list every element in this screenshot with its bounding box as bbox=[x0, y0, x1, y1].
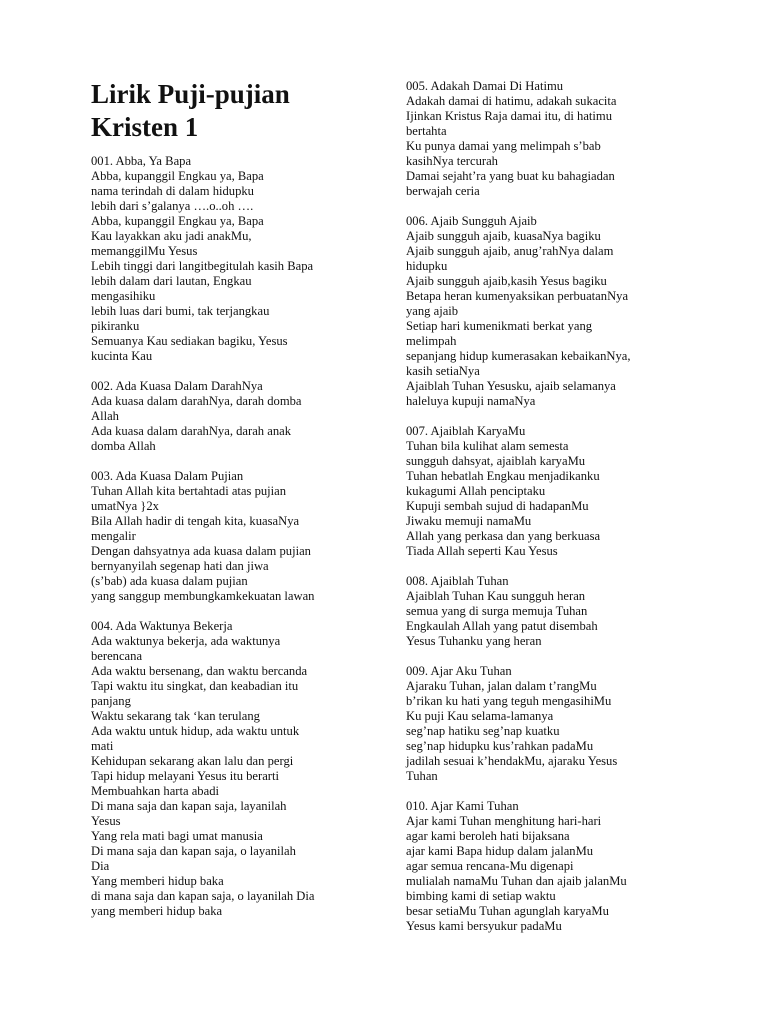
lyric-line: b’rikan ku hati yang teguh mengasihiMu bbox=[406, 694, 612, 708]
lyric-line: Ajar kami Tuhan menghitung hari-hari bbox=[406, 814, 602, 828]
document-title-line-2: Kristen 1 bbox=[91, 112, 199, 142]
lyric-line: Ku puji Kau selama-lamanya bbox=[406, 709, 554, 723]
lyric-line: Ada kuasa dalam darahNya, darah domba bbox=[91, 394, 302, 408]
lyric-line: Adakah damai di hatimu, adakah sukacita bbox=[406, 94, 617, 108]
song-heading: 003. Ada Kuasa Dalam Pujian bbox=[91, 469, 244, 483]
lyric-line: Allah yang perkasa dan yang berkuasa bbox=[406, 529, 601, 543]
lyric-line: yang memberi hidup baka bbox=[91, 904, 223, 918]
lyric-line: panjang bbox=[91, 694, 131, 708]
lyric-line: yang ajaib bbox=[406, 304, 459, 318]
lyric-line: besar setiaMu Tuhan agunglah karyaMu bbox=[406, 904, 609, 918]
song-heading: 006. Ajaib Sungguh Ajaib bbox=[406, 214, 537, 228]
lyric-line: agar semua rencana-Mu digenapi bbox=[406, 859, 574, 873]
lyric-line: bernyanyilah segenap hati dan jiwa bbox=[91, 559, 269, 573]
lyric-line: mati bbox=[91, 739, 114, 753]
lyric-line: seg’nap hatiku seg’nap kuatku bbox=[406, 724, 560, 738]
song-heading: 009. Ajar Aku Tuhan bbox=[406, 664, 512, 678]
lyric-line: Ajaiblah Tuhan Kau sungguh heran bbox=[406, 589, 586, 603]
lyric-line: bimbing kami di setiap waktu bbox=[406, 889, 556, 903]
lyric-line: Abba, kupanggil Engkau ya, Bapa bbox=[91, 169, 264, 183]
lyric-line: Yang rela mati bagi umat manusia bbox=[91, 829, 263, 843]
lyric-line: Ada waktu untuk hidup, ada waktu untuk bbox=[91, 724, 300, 738]
lyric-line: di mana saja dan kapan saja, o layanilah Dia bbox=[91, 889, 315, 903]
lyric-line: lebih dalam dari lautan, Engkau bbox=[91, 274, 252, 288]
lyric-line: Betapa heran kumenyaksikan perbuatanNya bbox=[406, 289, 629, 303]
song-heading: 002. Ada Kuasa Dalam DarahNya bbox=[91, 379, 263, 393]
lyric-line: Ada waktu bersenang, dan waktu bercanda bbox=[91, 664, 308, 678]
lyric-line: Ijinkan Kristus Raja damai itu, di hatimu bbox=[406, 109, 613, 123]
song-heading: 001. Abba, Ya Bapa bbox=[91, 154, 192, 168]
lyric-line: pikiranku bbox=[91, 319, 140, 333]
lyric-line: lebih luas dari bumi, tak terjangkau bbox=[91, 304, 270, 318]
lyric-line: Tuhan hebatlah Engkau menjadikanku bbox=[406, 469, 600, 483]
lyric-line: (s’bab) ada kuasa dalam pujian bbox=[91, 574, 248, 588]
lyric-line: Yesus Tuhanku yang heran bbox=[406, 634, 542, 648]
lyric-line: mengalir bbox=[91, 529, 136, 543]
lyric-line: kasihNya tercurah bbox=[406, 154, 498, 168]
lyric-line: Tuhan bbox=[406, 769, 438, 783]
lyric-line: Tiada Allah seperti Kau Yesus bbox=[406, 544, 558, 558]
lyric-line: Ada kuasa dalam darahNya, darah anak bbox=[91, 424, 292, 438]
song-heading: 005. Adakah Damai Di Hatimu bbox=[406, 79, 564, 93]
lyric-line: sungguh dahsyat, ajaiblah karyaMu bbox=[406, 454, 586, 468]
lyric-line: kucinta Kau bbox=[91, 349, 153, 363]
lyric-line: Dengan dahsyatnya ada kuasa dalam pujian bbox=[91, 544, 311, 558]
lyric-line: Dia bbox=[91, 859, 110, 873]
lyric-line: kasih setiaNya bbox=[406, 364, 480, 378]
lyric-line: melimpah bbox=[406, 334, 457, 348]
lyric-line: Ajaib sungguh ajaib, kuasaNya bagiku bbox=[406, 229, 601, 243]
lyric-line: berwajah ceria bbox=[406, 184, 480, 198]
lyric-line: bertahta bbox=[406, 124, 447, 138]
lyric-line: Yang memberi hidup baka bbox=[91, 874, 224, 888]
lyric-line: ajar kami Bapa hidup dalam jalanMu bbox=[406, 844, 594, 858]
lyric-line: Di mana saja dan kapan saja, layanilah bbox=[91, 799, 287, 813]
song-heading: 010. Ajar Kami Tuhan bbox=[406, 799, 519, 813]
lyric-line: Ajaib sungguh ajaib,kasih Yesus bagiku bbox=[406, 274, 607, 288]
lyric-line: agar kami beroleh hati bijaksana bbox=[406, 829, 570, 843]
lyric-line: semua yang di surga memuja Tuhan bbox=[406, 604, 588, 618]
lyric-line: Damai sejaht’ra yang buat ku bahagiadan bbox=[406, 169, 615, 183]
song-heading: 008. Ajaiblah Tuhan bbox=[406, 574, 509, 588]
song-heading: 007. Ajaiblah KaryaMu bbox=[406, 424, 526, 438]
lyric-line: Waktu sekarang tak ‘kan terulang bbox=[91, 709, 260, 723]
lyric-line: kukagumi Allah penciptaku bbox=[406, 484, 546, 498]
lyric-line: Kehidupan sekarang akan lalu dan pergi bbox=[91, 754, 294, 768]
document-title-line-1: Lirik Puji-pujian bbox=[91, 79, 290, 109]
lyric-line: Semuanya Kau sediakan bagiku, Yesus bbox=[91, 334, 288, 348]
lyric-line: yang sanggup membungkamkekuatan lawan bbox=[91, 589, 315, 603]
lyric-line: hidupku bbox=[406, 259, 448, 273]
lyric-line: Yesus bbox=[91, 814, 121, 828]
lyric-line: sepanjang hidup kumerasakan kebaikanNya, bbox=[406, 349, 631, 363]
lyric-line: Engkaulah Allah yang patut disembah bbox=[406, 619, 598, 633]
lyric-line: Ajaiblah Tuhan Yesusku, ajaib selamanya bbox=[406, 379, 616, 393]
lyric-line: Tuhan Allah kita bertahtadi atas pujian bbox=[91, 484, 287, 498]
lyric-line: Bila Allah hadir di tengah kita, kuasaNya bbox=[91, 514, 300, 528]
lyric-line: mengasihiku bbox=[91, 289, 156, 303]
lyric-line: Kau layakkan aku jadi anakMu, bbox=[91, 229, 252, 243]
lyric-line: Ada waktunya bekerja, ada waktunya bbox=[91, 634, 281, 648]
lyric-line: lebih dari s’galanya ….o..oh …. bbox=[91, 199, 254, 213]
lyric-line: berencana bbox=[91, 649, 143, 663]
lyric-line: Tuhan bila kulihat alam semesta bbox=[406, 439, 569, 453]
lyric-line: Ku punya damai yang melimpah s’bab bbox=[406, 139, 601, 153]
lyric-line: jadilah sesuai k’hendakMu, ajaraku Yesus bbox=[406, 754, 618, 768]
lyric-line: Lebih tinggi dari langitbegitulah kasih Bapa bbox=[91, 259, 314, 273]
lyric-line: seg’nap hidupku kus’rahkan padaMu bbox=[406, 739, 594, 753]
lyric-line: Ajaraku Tuhan, jalan dalam t’rangMu bbox=[406, 679, 597, 693]
lyric-line: Abba, kupanggil Engkau ya, Bapa bbox=[91, 214, 264, 228]
lyric-line: Ajaib sungguh ajaib, anug’rahNya dalam bbox=[406, 244, 614, 258]
lyric-line: Tapi hidup melayani Yesus itu berarti bbox=[91, 769, 279, 783]
lyric-line: Jiwaku memuji namaMu bbox=[406, 514, 532, 528]
lyric-line: Di mana saja dan kapan saja, o layanilah bbox=[91, 844, 296, 858]
document-title bbox=[91, 78, 381, 144]
lyric-line: Tapi waktu itu singkat, dan keabadian itu bbox=[91, 679, 299, 693]
lyric-line: Setiap hari kumenikmati berkat yang bbox=[406, 319, 593, 333]
lyric-line: mulialah namaMu Tuhan dan ajaib jalanMu bbox=[406, 874, 627, 888]
song-heading: 004. Ada Waktunya Bekerja bbox=[91, 619, 233, 633]
lyric-line: nama terindah di dalam hidupku bbox=[91, 184, 254, 198]
lyric-line: haleluya kupuji namaNya bbox=[406, 394, 536, 408]
lyric-line: Allah bbox=[91, 409, 119, 423]
lyric-line: Kupuji sembah sujud di hadapanMu bbox=[406, 499, 589, 513]
lyric-line: Membuahkan harta abadi bbox=[91, 784, 219, 798]
lyric-line: domba Allah bbox=[91, 439, 156, 453]
lyric-line: umatNya }2x bbox=[91, 499, 159, 513]
lyric-line: Yesus kami bersyukur padaMu bbox=[406, 919, 562, 933]
lyric-line: memanggilMu Yesus bbox=[91, 244, 198, 258]
